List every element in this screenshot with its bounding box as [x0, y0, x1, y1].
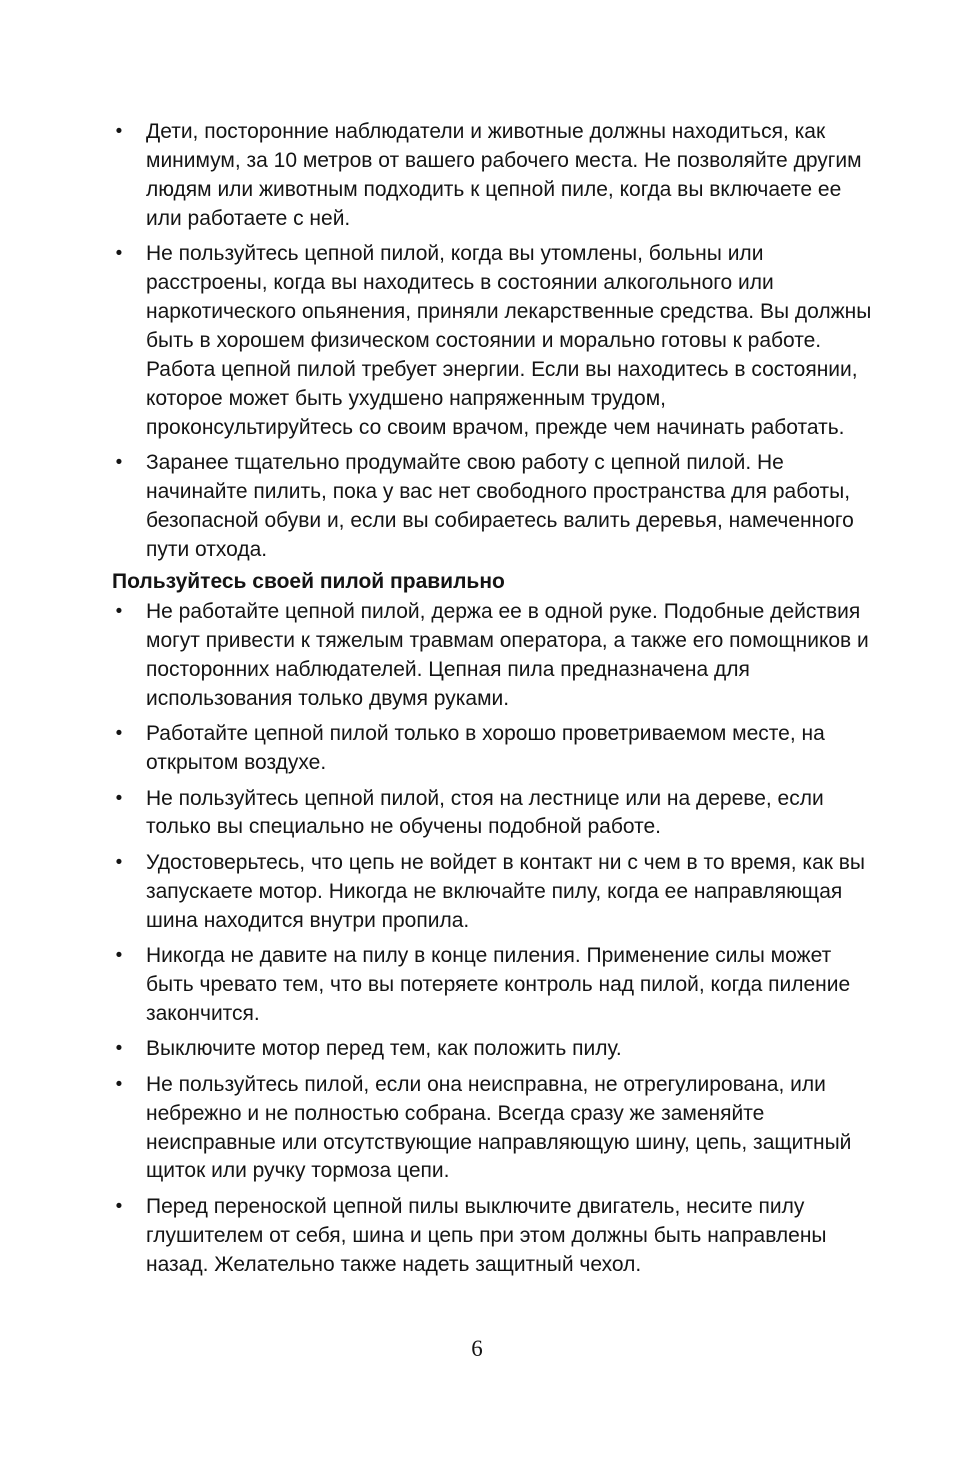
list-item-text: Никогда не давите на пилу в конце пиления. Применение силы может быть чревато тем, что вы потеряете контроль над пилой, когда пиление закончится. — [146, 944, 851, 1025]
list-item — [112, 942, 874, 1029]
section-bullet-list — [112, 598, 874, 1279]
bullet-icon: • — [115, 1038, 123, 1060]
bullet-icon: • — [115, 945, 123, 967]
list-item — [112, 1035, 874, 1064]
list-item — [112, 240, 874, 442]
list-item — [112, 785, 874, 843]
bullet-icon: • — [115, 1195, 123, 1217]
list-item-text: Не пользуйтесь цепной пилой, стоя на лестнице или на дереве, если только вы специально не обучены подобной работе. — [146, 786, 824, 839]
list-item-text: Удостоверьтесь, что цепь не войдет в контакт ни с чем в то время, как вы запускаете мотор. Никогда не включайте пилу, когда ее направляющая шина находится внутри пропила. — [146, 850, 866, 932]
list-item — [112, 720, 874, 778]
list-item — [112, 1193, 874, 1280]
bullet-icon: • — [115, 121, 123, 142]
section-heading: Пользуйтесь своей пилой правильно — [112, 570, 505, 594]
list-item — [112, 849, 874, 936]
list-item-text: Перед переноской цепной пилы выключите двигатель, несите пилу глушителем от себя, шина и цепь при этом должны быть направлены назад. Желательно также надеть защитный чехол. — [146, 1194, 827, 1276]
bullet-icon: • — [115, 851, 123, 873]
list-item — [112, 449, 874, 565]
list-item-text: Не пользуйтесь цепной пилой, когда вы утомлены, больны или расстроены, когда вы находитесь в состоянии алкогольного или наркотического опьянения, приняли лекарственные средства. Вы должны быть в хорошем физическом состоянии и морально готовы к работе. Работа цепной пилой требует энергии. Если вы находитесь в состоянии, которое может быть ухудшено напряженным трудом, проконсультируйтесь со своим врачом, прежде чем начинать работать. — [146, 242, 872, 439]
bullet-icon: • — [115, 787, 123, 809]
list-item — [112, 1071, 874, 1187]
page-number: 6 — [471, 1336, 483, 1361]
list-item-text: Не работайте цепной пилой, держа ее в одной руке. Подобные действия могут привести к тяжелым травмам оператора, а также его помощников и посторонних наблюдателей. Цепная пила предназначена для использования только двумя руками. — [146, 600, 869, 710]
list-item — [112, 118, 874, 234]
bullet-icon: • — [115, 601, 123, 623]
bullet-icon: • — [115, 451, 123, 473]
bullet-icon: • — [115, 243, 123, 265]
list-item — [112, 598, 874, 714]
list-item-text: Не пользуйтесь пилой, если она неисправна, не отрегулирована, или небрежно и не полностью собрана. Всегда сразу же заменяйте неисправные или отсутствующие направляющую шину, цепь, защитный щиток или ручку тормоза цепи. — [146, 1072, 852, 1183]
list-item-text: Дети, посторонние наблюдатели и животные должны находиться, как минимум, за 10 метров от вашего рабочего места. Не позволяйте другим людям или животным подходить к цепной пиле, когда вы включаете ее или работаете с ней. — [146, 120, 862, 230]
list-item-text: Работайте цепной пилой только в хорошо проветриваемом месте, на открытом воздухе. — [146, 722, 825, 775]
list-item-text: Заранее тщательно продумайте свою работу с цепной пилой. Не начинайте пилить, пока у вас нет свободного пространства для работы, безопасной обуви и, если вы собираетесь валить деревья, намеченного пути отхода. — [146, 450, 854, 561]
intro-bullet-list — [112, 118, 874, 565]
bullet-icon: • — [115, 1073, 123, 1095]
list-item-text: Выключите мотор перед тем, как положить пилу. — [146, 1037, 622, 1061]
bullet-icon: • — [115, 723, 123, 745]
